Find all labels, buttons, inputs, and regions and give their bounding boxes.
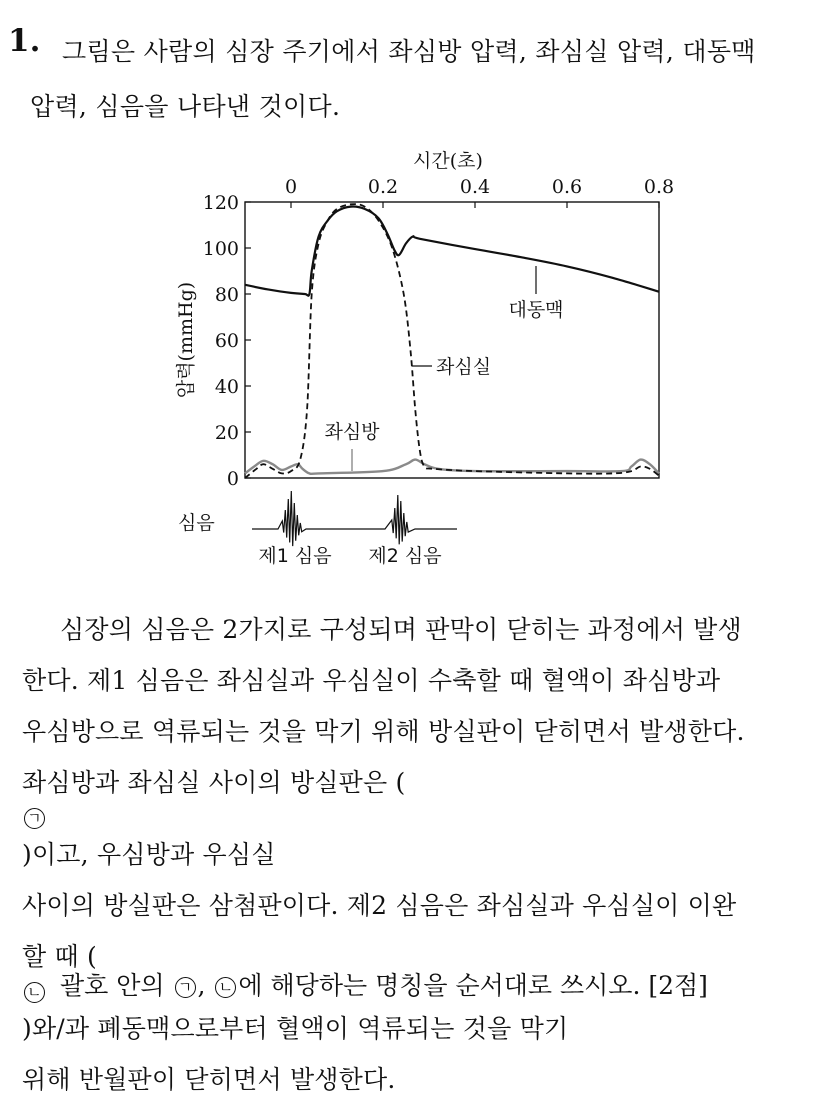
x-tick-label: 0: [284, 176, 298, 198]
y-tick-label: 40: [214, 376, 239, 398]
left-atrium-pressure-line: [245, 460, 659, 474]
aorta-pressure-line: [245, 206, 659, 295]
passage-line-6-end: )와/과 폐동맥으로부터 혈액이 역류되는 것을 막기: [22, 1014, 569, 1043]
atrium-annotation: [324, 421, 380, 471]
atrium-label: 좌심방: [324, 421, 380, 443]
ventricle-label: 좌심실: [436, 356, 492, 378]
y-tick-label: 0: [226, 468, 239, 490]
passage-line-2: 한다. 제1 심음은 좌심실과 우심실이 수축할 때 혈액이 좌심방과: [22, 666, 721, 695]
passage-line-4-end: )이고, 우심방과 우심실: [22, 840, 276, 869]
passage-line-3: 우심방으로 역류되는 것을 막기 위해 방실판이 닫히면서 발생한다.: [22, 717, 745, 746]
y-tick-label: 100: [202, 238, 239, 260]
instruction-end: 에 해당하는 명칭을 순서대로 쓰시오. [2점]: [238, 971, 708, 1000]
second-heart-sound-label: 제2 심음: [368, 545, 442, 567]
first-heart-sound-label: 제1 심음: [258, 545, 332, 567]
cardiac-cycle-figure: [0, 140, 829, 580]
x-axis-title: 시간(초): [413, 150, 483, 172]
instruction-start: 괄호 안의: [60, 971, 165, 1000]
instruction-comma: ,: [197, 971, 206, 1000]
x-tick-label: 0.6: [551, 176, 583, 198]
passage-line-5: 사이의 방실판은 삼첨판이다. 제2 심음은 좌심실과 우심실이 이완: [22, 891, 737, 920]
y-tick-label: 120: [202, 192, 239, 214]
plot-frame: [245, 202, 659, 478]
y-tick-label: 80: [214, 284, 239, 306]
x-tick-label: 0.8: [643, 176, 675, 198]
series-layer: [245, 204, 659, 478]
blank-marker-2: ㄴ: [24, 982, 45, 1003]
ventricle-annotation: [412, 356, 491, 378]
y-tick-label: 60: [214, 330, 239, 352]
aorta-label: 대동맥: [508, 299, 564, 321]
question-stem: [30, 24, 822, 134]
question-line-1: 그림은 사람의 심장 주기에서 좌심방 압력, 좌심실 압력, 대동맥: [62, 37, 756, 66]
question-number: 1.: [8, 23, 41, 59]
heart-sound-trace: [252, 491, 457, 546]
y-axis-title: 압력(mmHg): [175, 281, 197, 399]
passage-line-7: 위해 반월판이 닫히면서 발생한다.: [22, 1065, 396, 1094]
heart-sound-label: 심음: [178, 512, 215, 534]
axis-ticks: [203, 176, 674, 490]
x-tick-label: 0.2: [367, 176, 399, 198]
instruction-marker-2: ㄴ: [215, 977, 236, 998]
passage-line-4-start: 좌심방과 좌심실 사이의 방실판은 (: [22, 768, 406, 797]
question-instruction: [60, 966, 708, 1006]
passage: [22, 604, 822, 1105]
y-tick-label: 20: [214, 422, 239, 444]
instruction-marker-1: ㄱ: [175, 977, 196, 998]
passage-line-4: [22, 757, 822, 880]
x-tick-label: 0.4: [459, 176, 491, 198]
question-line-2: 압력, 심음을 나타낸 것이다.: [30, 92, 341, 121]
blank-marker-1: ㄱ: [24, 808, 45, 829]
passage-line-1: 심장의 심음은 2가지로 구성되며 판막이 닫히는 과정에서 발생: [60, 615, 742, 644]
aorta-annotation: [508, 266, 563, 321]
passage-line-6-start: 할 때 (: [22, 942, 97, 971]
